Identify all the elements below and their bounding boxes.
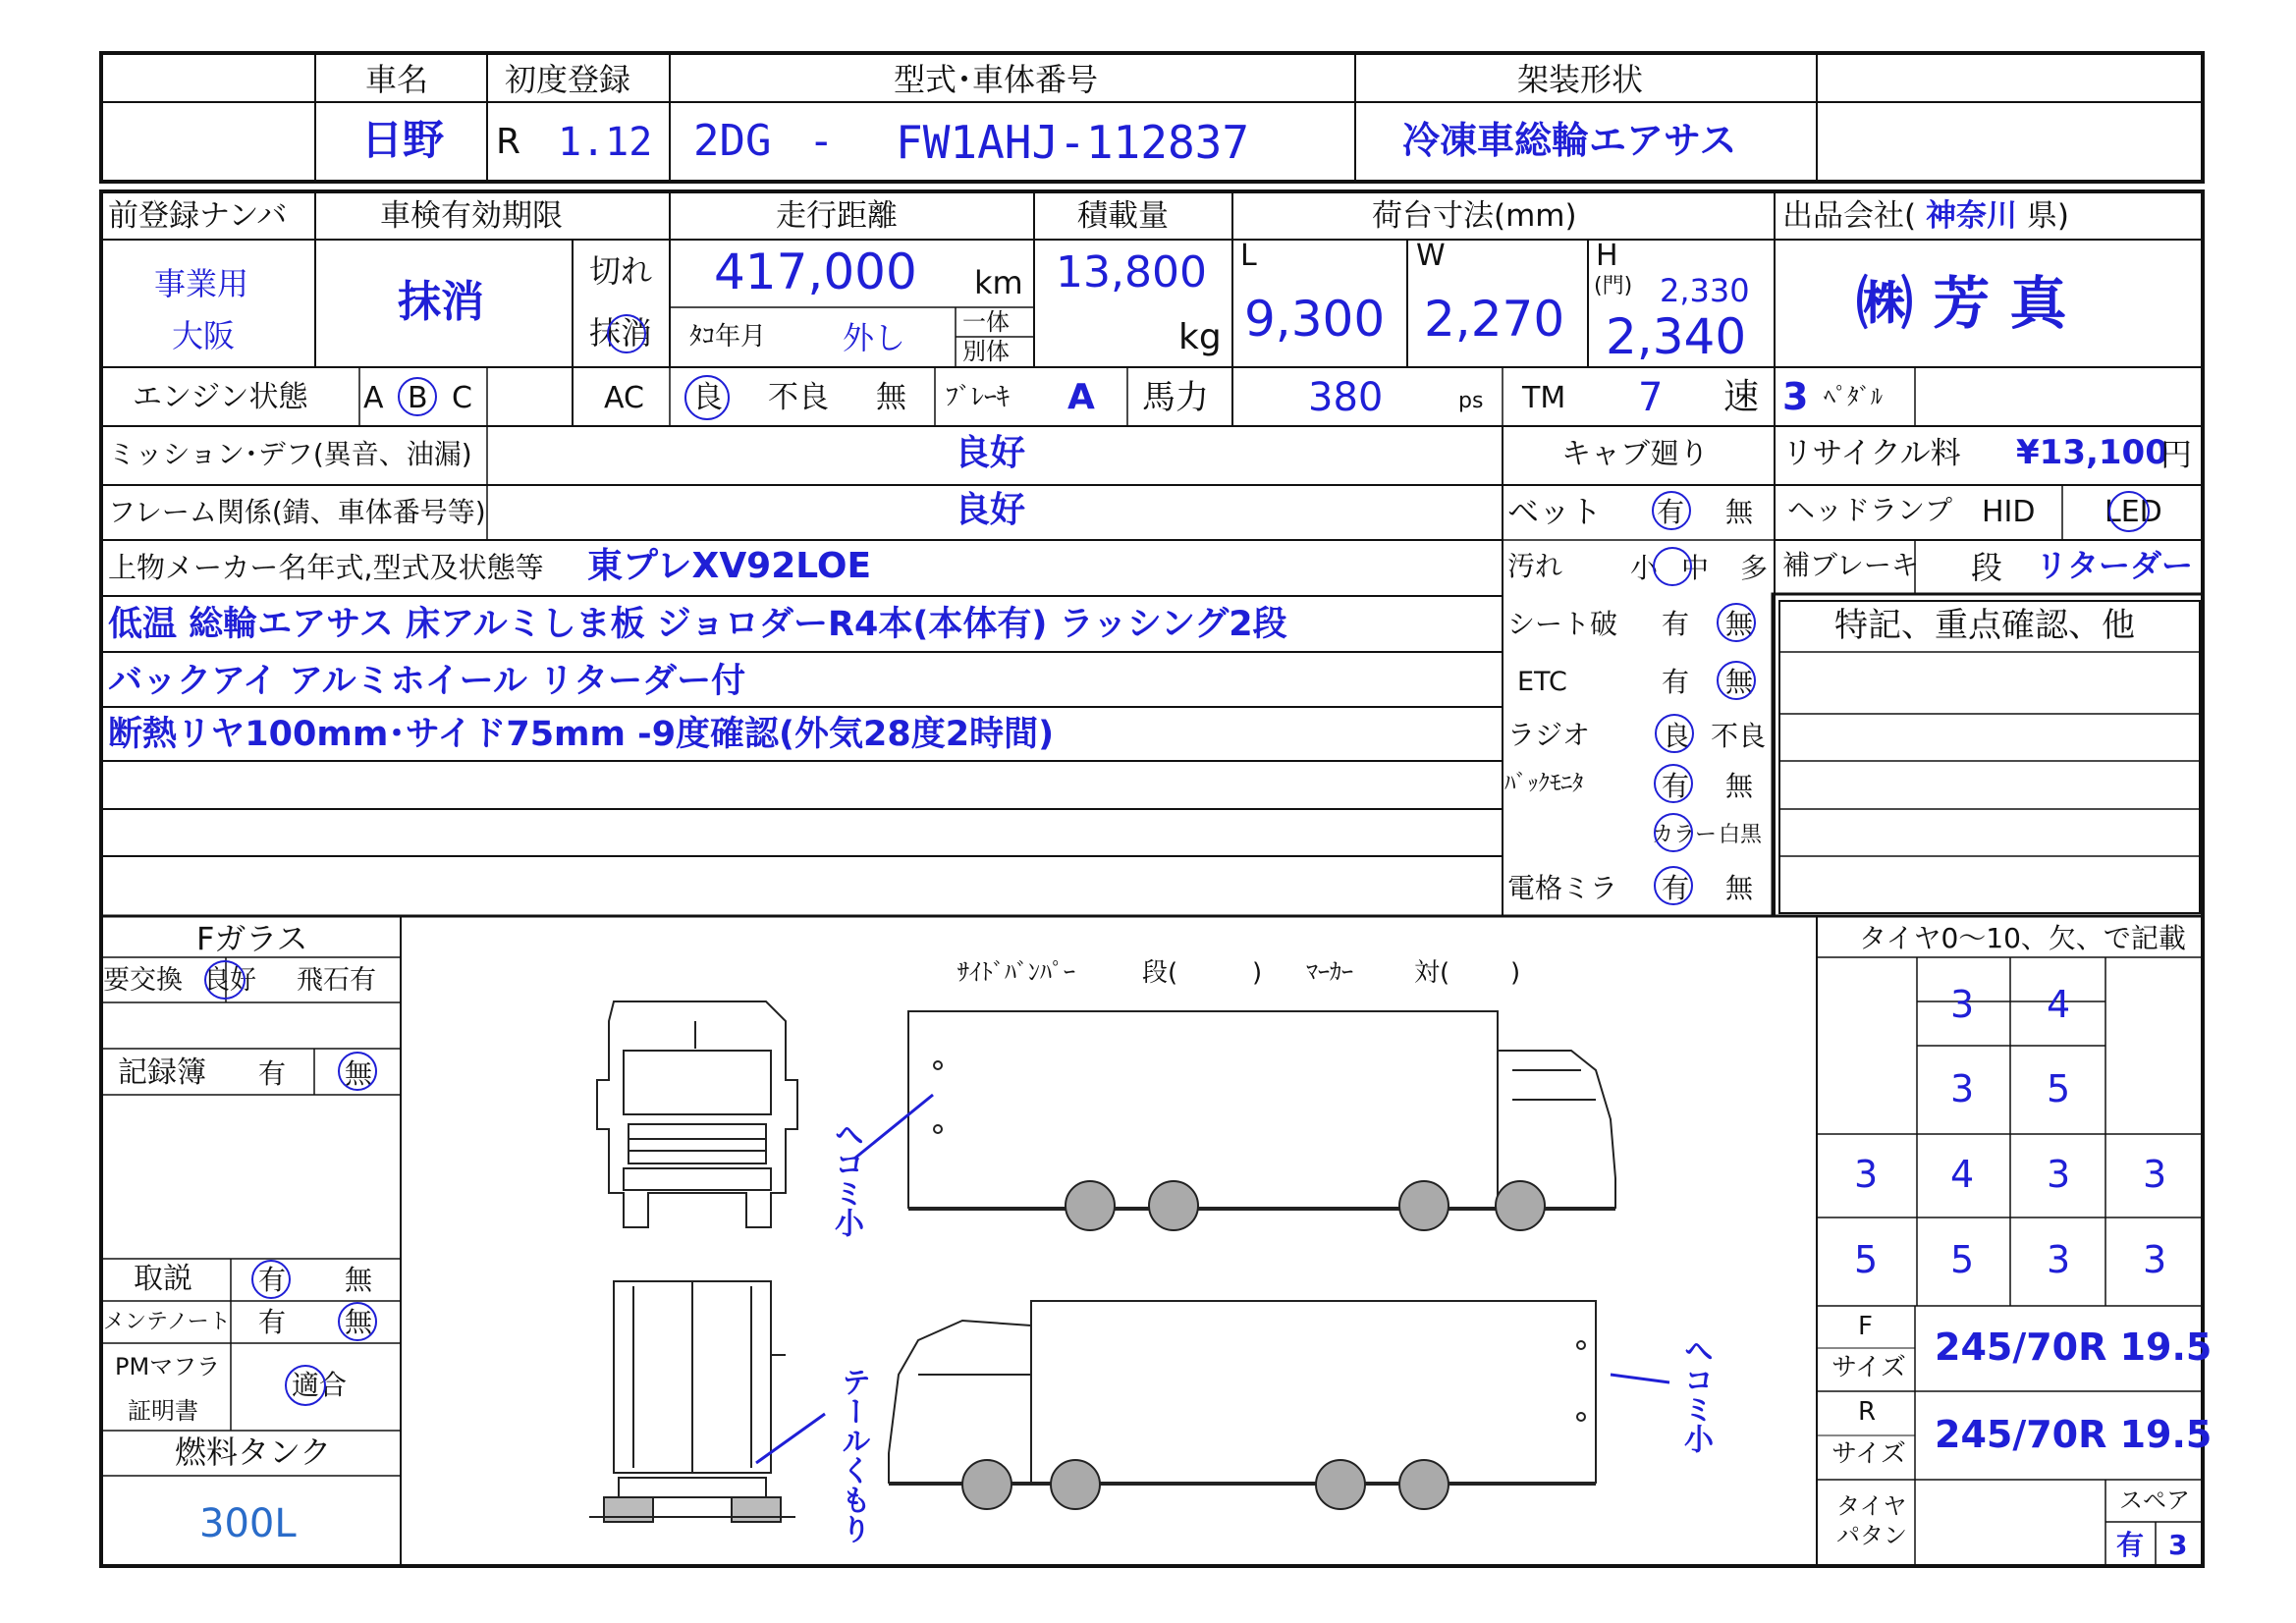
maintenance-note-no: 無 [345,1306,373,1338]
car-name: 日野 [361,116,445,164]
back-monitor-yes: 有 [1662,770,1690,802]
maintenance-note-label: メンテノート [103,1310,231,1334]
chassis-number: FW1AHJ-112837 [896,116,1250,169]
front-tire-label: F [1858,1312,1873,1341]
mileage: 417,000 [714,243,917,300]
back-monitor-circle [1654,764,1693,803]
tire-r3-3: 3 [2047,1153,2071,1196]
gate-height: 2,330 [1660,272,1750,309]
manual-label: 取説 [134,1262,192,1296]
seat-tear-label: シート破 [1507,608,1618,640]
marker-label: ﾏｰｶｰ [1306,958,1353,986]
tacho-integrated: 一体 [962,308,1010,336]
tacho-value: 外し [843,319,906,356]
frame-value: 良好 [955,490,1026,530]
record-book-label: 記録簿 [118,1055,206,1090]
mirror-label: 電格ミラ [1507,872,1618,904]
etc-no: 無 [1725,666,1754,698]
power: 380 [1308,375,1384,420]
seller-company: ㈱ 芳 真 [1856,270,2067,337]
dent-note-right-side: へコミ小 [829,1119,863,1237]
mirror-yes: 有 [1662,872,1690,904]
bed-yes: 有 [1657,496,1685,528]
tire-r1-1: 3 [1950,983,1975,1026]
tm-speed-unit: 速 [1723,377,1760,417]
body-type: 冷凍車総輪エアサス [1402,119,1737,162]
tail-lamp-note: テールくもり [836,1367,870,1543]
manual-yes: 有 [258,1264,287,1296]
dirt-label: 汚れ [1507,550,1563,582]
car-name-label: 車名 [365,61,429,98]
gate-height-label: (門) [1594,274,1633,298]
spare-count: 3 [2168,1529,2188,1561]
prev-plate-label: 前登録ナンバ [108,198,288,234]
seat-tear-no: 無 [1725,608,1754,640]
mirror-no: 無 [1725,872,1754,904]
spare-label: スペア [2119,1487,2190,1514]
plate-region: 大阪 [172,317,236,354]
mission-label: ミッション･デフ(異音、油漏) [108,438,472,470]
length-label: L [1240,239,1257,273]
pedal-count: 3 [1782,375,1809,418]
front-tire-size: 245/70R 19.5 [1935,1325,2213,1369]
tire-pattern-label-2: パタン [1836,1522,1907,1549]
tire-r1-2: 4 [2047,983,2071,1026]
record-book-yes: 有 [258,1057,287,1090]
headlamp-hid: HID [1982,495,2036,529]
ac-none: 無 [876,380,906,415]
tacho-separate: 別体 [962,338,1010,365]
marker-close: ) [1510,958,1521,988]
model-dash: - [808,116,835,166]
truck-front-view [597,1001,797,1227]
maintenance-note-yes: 有 [258,1306,287,1338]
cab-title: キャブ廻り [1561,437,1709,471]
seller-label: 出品会社( 神奈川 県) [1782,198,2069,234]
manual-no: 無 [345,1264,373,1296]
tire-r4-2: 5 [1950,1238,1975,1281]
headlamp-led-circle [2108,491,2150,532]
front-size-label: サイズ [1831,1353,1906,1382]
headlamp-label: ヘッドランプ [1787,494,1953,526]
recycle-unit: 円 [2160,436,2193,473]
brake-label: ﾌﾞﾚｰｷ [946,383,1011,412]
monitor-color-circle [1654,813,1693,852]
capacity-unit: kg [1178,317,1222,357]
tire-r3-1: 3 [1854,1153,1879,1196]
side-bumper-label: ｻｲﾄﾞﾊﾞﾝﾊﾟｰ [957,958,1075,986]
tm-speed: 7 [1638,375,1664,420]
damage-markers [756,1095,1669,1463]
aux-brake-stage: 段 [1971,549,2003,586]
truck-side-view-left [889,1301,1596,1509]
pm-muffler-label: PMマフラ [115,1353,221,1380]
expired-option: 切れ [589,252,653,290]
bed-dims-label: 荷台寸法(mm) [1372,198,1577,234]
pm-circle [285,1365,326,1406]
deregistered-circle [607,314,646,353]
pm-certificate-label: 証明書 [128,1397,198,1425]
first-reg: 1.12 [558,120,653,165]
dirt-medium: 中 [1681,552,1710,584]
ac-label: AC [604,381,644,415]
power-unit: ps [1458,389,1484,413]
ac-bad: 不良 [768,380,829,415]
tire-r4-3: 3 [2047,1238,2071,1281]
engine-grade-a: A [363,381,384,415]
seat-tear-circle [1717,603,1756,642]
engine-grade-circle [398,377,437,416]
aux-brake-label: 補ブレーキ [1782,549,1919,581]
etc-label: ETC [1517,667,1567,697]
note-line-2: バックアイ アルミホイール リターダー付 [108,662,746,701]
model-prefix: 2DG [693,116,772,166]
engine-grade-c: C [452,381,472,415]
frame-label: フレーム関係(錆、車体番号等) [108,496,486,528]
mirror-circle [1654,866,1693,905]
recycle-fee: ¥13,100 [2016,433,2168,472]
tacho-label: ﾀｺ年月 [689,322,767,352]
brake-grade: A [1067,377,1095,417]
dirt-small: 小 [1630,552,1659,584]
glass-good-circle [204,960,246,1000]
maintenance-note-circle [338,1302,377,1341]
rear-tire-label: R [1858,1397,1877,1427]
spare-available: 有 [2116,1529,2145,1561]
etc-circle [1717,661,1756,700]
tire-r4-4: 3 [2143,1238,2167,1281]
glass-good: 良好 [203,965,256,996]
back-monitor-no: 無 [1725,770,1754,802]
etc-yes: 有 [1662,666,1690,698]
monitor-color: カラー [1652,823,1718,847]
capacity: 13,800 [1056,247,1207,298]
pm-value: 適合 [292,1369,348,1401]
mileage-unit: km [974,264,1023,301]
special-notes-title: 特記、重点確認、他 [1834,606,2135,645]
tire-r3-2: 4 [1950,1153,1975,1196]
height-label: H [1596,239,1618,273]
record-book-no: 無 [345,1057,373,1090]
fuel-tank-value: 300L [199,1501,297,1546]
side-bumper-stage: 段( [1142,958,1178,988]
era: R [496,122,521,162]
bed-width: 2,270 [1424,291,1565,348]
bed-height: 2,340 [1606,308,1747,365]
fuel-tank-label: 燃料タンク [175,1434,332,1471]
inspection-label: 車検有効期限 [380,198,563,234]
tire-r2-1: 3 [1950,1067,1975,1110]
mission-value: 良好 [955,433,1026,473]
radio-circle [1655,714,1694,753]
tire-r3-4: 3 [2143,1153,2167,1196]
radio-good: 良 [1663,720,1691,752]
power-label: 馬力 [1142,378,1209,417]
first-reg-label: 初度登録 [505,61,631,98]
aux-brake-value: リターダー [2036,547,2194,584]
body-maker-label: 上物メーカー名年式,型式及状態等 [108,551,544,584]
plate-use: 事業用 [154,265,249,302]
marker-pairs: 対( [1414,958,1450,988]
ac-good-circle [684,375,730,420]
bed-yes-circle [1652,491,1691,530]
dent-note-left-side: へコミ小 [1678,1335,1713,1453]
ac-good: 良 [692,380,723,415]
monitor-bw: 白黒 [1719,823,1763,847]
engine-grade-b: B [408,381,428,415]
truck-side-view-right [908,1011,1615,1230]
side-bumper-close: ) [1252,958,1263,988]
glass-chip: 飛石有 [297,965,376,996]
note-line-3: 断熱リヤ100mm･サイド75mm -9度確認(外気28度2時間) [108,715,1055,754]
truck-rear-view [589,1281,795,1522]
tire-r4-1: 5 [1854,1238,1879,1281]
body-maker-value: 東プレXV92LOE [587,546,872,586]
bed-length: 9,300 [1244,291,1386,348]
model-label: 型式･車体番号 [894,61,1099,98]
capacity-label: 積載量 [1077,198,1169,234]
bed-label: ベット [1507,493,1603,530]
front-glass-label: Fガラス [196,920,308,957]
manual-circle [251,1260,291,1299]
mileage-label: 走行距離 [776,198,898,234]
radio-label: ラジオ [1507,719,1591,751]
note-line-1: 低温 総輪エアサス 床アルミしま板 ジョロダーR4本(本体有) ラッシング2段 [108,605,1287,644]
rear-size-label: サイズ [1831,1439,1906,1469]
width-label: W [1416,239,1446,273]
engine-label: エンジン状態 [133,380,308,414]
dirt-circle [1653,547,1692,586]
recycle-label: リサイクル料 [1782,436,1961,471]
radio-bad: 不良 [1711,720,1767,752]
pedal-label: ﾍﾟﾀﾞﾙ [1824,383,1883,410]
inspection-expiry: 抹消 [398,277,484,327]
glass-replace: 要交換 [103,965,183,996]
tire-r2-2: 5 [2047,1067,2071,1110]
tire-title: タイヤ0～10、欠、で記載 [1859,922,2186,954]
headlamp-led: LED [2105,495,2162,529]
back-monitor-label: ﾊﾞｯｸﾓﾆﾀ [1504,771,1584,796]
tm-label: TM [1522,381,1566,415]
tire-pattern-label-1: タイヤ [1836,1492,1907,1520]
record-book-circle [338,1052,377,1091]
bed-no: 無 [1725,496,1754,528]
rear-tire-size: 245/70R 19.5 [1935,1413,2213,1456]
body-label: 架装形状 [1517,61,1644,98]
deregistered-option: 抹消 [589,314,653,352]
seat-tear-yes: 有 [1662,608,1690,640]
dirt-heavy: 多 [1740,552,1769,584]
